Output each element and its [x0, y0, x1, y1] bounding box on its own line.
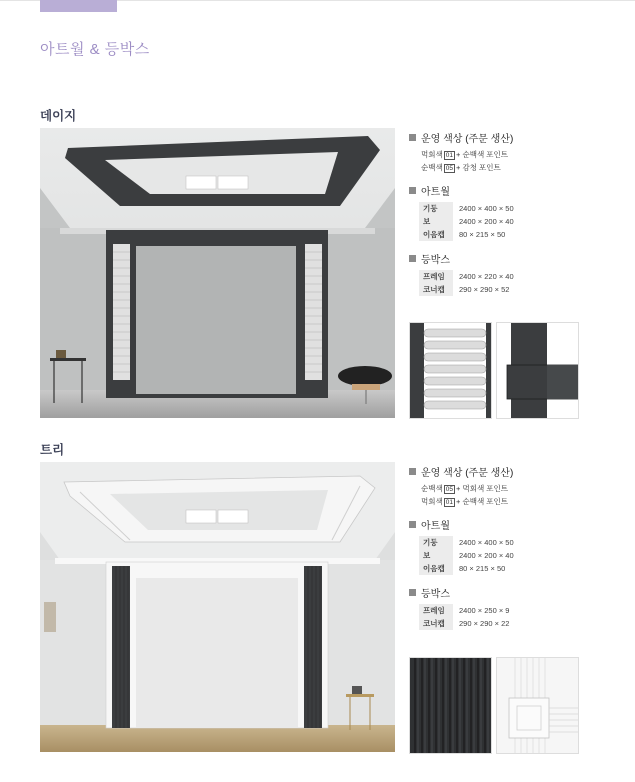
- section-title-daisy: 데이지: [40, 109, 77, 123]
- artwall-spec-heading: 아트월: [409, 517, 599, 532]
- daisy-corner-cap-detail-image: [496, 322, 579, 419]
- daisy-louver-detail-image: [409, 322, 492, 419]
- daisy-spec-panel: [409, 130, 599, 306]
- tree-slat-detail-image: [409, 657, 492, 754]
- bullet-square-icon: [409, 589, 416, 596]
- artwall-dimension-table: [419, 536, 514, 575]
- color-spec-heading: 운영 색상 (주문 생산): [409, 130, 599, 145]
- bullet-square-icon: [409, 134, 416, 141]
- table-row: 기둥 2400 × 400 × 50: [419, 202, 514, 215]
- table-row: 코너캡 290 × 290 × 52: [419, 283, 514, 296]
- table-row: 프레임 2400 × 220 × 40: [419, 270, 514, 283]
- color-option: 순백색 05 + 감청 포인트: [421, 163, 501, 172]
- bullet-square-icon: [409, 521, 416, 528]
- lightbox-dimension-table: [419, 604, 509, 630]
- lightbox-spec-heading: 등박스: [409, 251, 599, 266]
- tree-room-image: [40, 462, 395, 752]
- table-row: 보 2400 × 200 × 40: [419, 215, 514, 228]
- lightbox-dimension-table: [419, 270, 514, 296]
- artwall-spec-heading: 아트월: [409, 183, 599, 198]
- daisy-room-illustration: [40, 128, 395, 418]
- section-title-tree: 트리: [40, 443, 65, 457]
- bullet-square-icon: [409, 255, 416, 262]
- table-row: 보 2400 × 200 × 40: [419, 549, 514, 562]
- bullet-square-icon: [409, 468, 416, 475]
- tree-room-illustration: [40, 462, 395, 752]
- table-row: 이음캡 80 × 215 × 50: [419, 562, 514, 575]
- lightbox-spec-heading: 등박스: [409, 585, 599, 600]
- color-spec-heading: 운영 색상 (주문 생산): [409, 464, 599, 479]
- table-row: 기둥 2400 × 400 × 50: [419, 536, 514, 549]
- tree-corner-cap-detail-image: [496, 657, 579, 754]
- color-option: 먹회색 01 + 순백색 포인트: [421, 150, 509, 159]
- table-row: 코너캡 290 × 290 × 22: [419, 617, 509, 630]
- bullet-square-icon: [409, 187, 416, 194]
- tree-spec-panel: [409, 464, 599, 640]
- header-accent-bar: [40, 0, 117, 12]
- color-option: 순백색 05 + 먹회색 포인트: [421, 484, 509, 493]
- color-option: 먹회색 01 + 순백색 포인트: [421, 497, 509, 506]
- table-row: 이음캡 80 × 215 × 50: [419, 228, 514, 241]
- artwall-dimension-table: [419, 202, 514, 241]
- page-title: 아트월 & 등박스: [40, 41, 150, 58]
- table-row: 프레임 2400 × 250 × 9: [419, 604, 509, 617]
- daisy-room-image: [40, 128, 395, 418]
